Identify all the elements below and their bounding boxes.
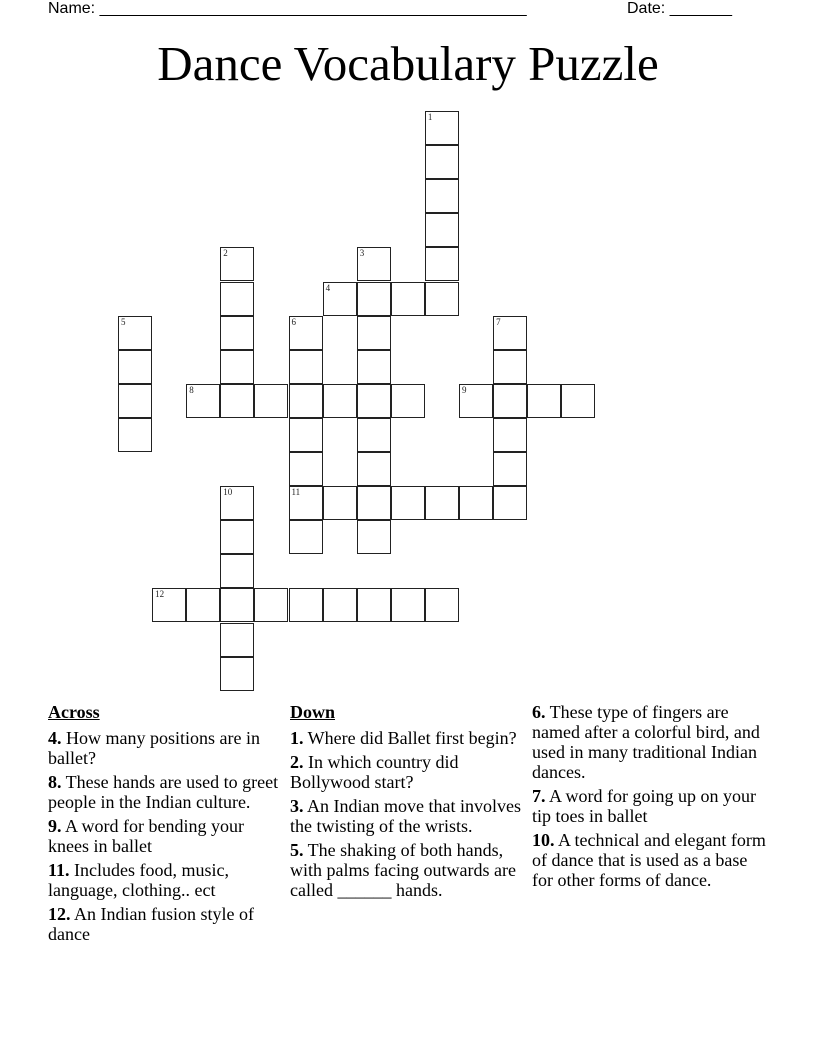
grid-cell[interactable] [289, 418, 323, 452]
clue-number: 11 [291, 487, 301, 498]
grid-cell[interactable] [220, 486, 254, 520]
grid-cell[interactable] [561, 384, 595, 418]
clue-item-text: The shaking of both hands, with palms facing outwards are called ______ hands. [290, 840, 516, 900]
down-clues-column-2 [532, 702, 768, 894]
clue-item-text: Includes food, music, language, clothing.. ect [48, 860, 229, 900]
clue-item [290, 796, 526, 836]
clue-number: 10 [223, 487, 233, 498]
grid-cell[interactable] [357, 520, 391, 554]
date-field[interactable]: Date: _______ [627, 0, 732, 17]
grid-cell[interactable] [186, 588, 220, 622]
grid-cell[interactable] [425, 179, 459, 213]
clue-item-text: An Indian move that involves the twisting of the wrists. [290, 796, 521, 836]
name-field[interactable]: Name: ________________________________________________ [48, 0, 527, 17]
grid-cell[interactable] [289, 350, 323, 384]
clue-item [290, 728, 526, 748]
grid-cell[interactable] [118, 350, 152, 384]
clue-number: 5 [121, 316, 126, 327]
grid-cell[interactable] [425, 486, 459, 520]
clue-item-number: 6. [532, 702, 546, 722]
grid-cell[interactable] [289, 520, 323, 554]
clue-number: 12 [155, 589, 165, 600]
grid-cell[interactable] [357, 282, 391, 316]
clue-item [48, 772, 284, 812]
across-heading: Across [48, 702, 100, 722]
grid-cell[interactable] [493, 350, 527, 384]
grid-cell[interactable] [357, 384, 391, 418]
grid-cell[interactable] [493, 486, 527, 520]
clue-item-text: A technical and elegant form of dance that is used as a base for other forms of dance. [532, 830, 766, 890]
clue-number: 6 [291, 316, 296, 327]
grid-cell[interactable] [220, 282, 254, 316]
grid-cell[interactable] [254, 588, 288, 622]
grid-cell[interactable] [220, 350, 254, 384]
clue-number: 9 [462, 384, 467, 395]
clue-item [48, 904, 284, 944]
clue-item-text: Where did Ballet first begin? [303, 728, 517, 748]
grid-cell[interactable] [220, 316, 254, 350]
grid-cell[interactable] [254, 384, 288, 418]
grid-cell[interactable] [357, 418, 391, 452]
clue-number: 2 [223, 248, 228, 259]
grid-cell[interactable] [220, 588, 254, 622]
grid-cell[interactable] [152, 588, 186, 622]
clue-item [290, 752, 526, 792]
clue-item [532, 702, 768, 782]
grid-cell[interactable] [357, 588, 391, 622]
clue-item [48, 816, 284, 856]
grid-cell[interactable] [493, 384, 527, 418]
grid-cell[interactable] [220, 384, 254, 418]
clue-item-text: How many positions are in ballet? [48, 728, 260, 768]
grid-cell[interactable] [425, 588, 459, 622]
across-clues [48, 702, 284, 948]
grid-cell[interactable] [220, 554, 254, 588]
clue-item-number: 2. [290, 752, 304, 772]
clue-item-text: A word for going up on your tip toes in ballet [532, 786, 756, 826]
grid-cell[interactable] [323, 282, 357, 316]
clue-number: 1 [427, 112, 433, 122]
grid-cell[interactable] [220, 623, 254, 657]
clue-item-number: 5. [290, 840, 304, 860]
grid-cell[interactable] [493, 316, 527, 350]
clue-item-number: 8. [48, 772, 62, 792]
clue-item-number: 11. [48, 860, 70, 880]
grid-cell[interactable] [459, 486, 493, 520]
grid-cell[interactable] [493, 452, 527, 486]
grid-cell[interactable] [391, 384, 425, 418]
clue-item-number: 12. [48, 904, 71, 924]
clue-item-text: In which country did Bollywood start? [290, 752, 459, 792]
clue-item-number: 7. [532, 786, 546, 806]
grid-cell[interactable] [357, 486, 391, 520]
grid-cell[interactable] [323, 588, 357, 622]
clue-item [290, 840, 526, 900]
clue-item-number: 4. [48, 728, 62, 748]
grid-cell[interactable] [357, 247, 391, 281]
clue-number: 4 [325, 282, 331, 293]
grid-cell[interactable] [493, 418, 527, 452]
grid-cell[interactable] [118, 384, 152, 418]
grid-cell[interactable] [425, 247, 459, 281]
clue-number: 7 [496, 316, 501, 327]
grid-cell[interactable] [425, 111, 459, 145]
clue-item-number: 10. [532, 830, 555, 850]
grid-cell[interactable] [391, 588, 425, 622]
grid-cell[interactable] [289, 486, 323, 520]
clue-item [532, 830, 768, 890]
grid-cell[interactable] [357, 316, 391, 350]
grid-cell[interactable] [425, 282, 459, 316]
clue-number: 8 [189, 384, 194, 395]
clue-item-number: 3. [290, 796, 304, 816]
grid-cell[interactable] [357, 452, 391, 486]
grid-cell[interactable] [118, 316, 152, 350]
clue-item [532, 786, 768, 826]
grid-cell[interactable] [459, 384, 493, 418]
clue-item-text: An Indian fusion style of dance [48, 904, 254, 944]
down-heading: Down [290, 702, 336, 722]
grid-cell[interactable] [391, 282, 425, 316]
grid-cell[interactable] [220, 520, 254, 554]
grid-cell[interactable] [357, 350, 391, 384]
grid-cell[interactable] [323, 384, 357, 418]
grid-cell[interactable] [289, 588, 323, 622]
clue-item-number: 9. [48, 816, 62, 836]
page-title: Dance Vocabulary Puzzle [157, 36, 659, 91]
grid-cell[interactable] [289, 384, 323, 418]
grid-cell[interactable] [425, 213, 459, 247]
clue-number: 3 [359, 248, 365, 259]
grid-cell[interactable] [425, 145, 459, 179]
grid-cell[interactable] [220, 657, 254, 691]
grid-cell[interactable] [289, 452, 323, 486]
grid-cell[interactable] [220, 247, 254, 281]
clue-item-text: A word for bending your knees in ballet [48, 816, 244, 856]
clue-item [48, 860, 284, 900]
grid-cell[interactable] [527, 384, 561, 418]
clue-item-text: These hands are used to greet people in the Indian culture. [48, 772, 279, 812]
grid-cell[interactable] [186, 384, 220, 418]
clue-item-text: These type of fingers are named after a colorful bird, and used in many traditional Indian dances. [532, 702, 760, 782]
grid-cell[interactable] [118, 418, 152, 452]
grid-cell[interactable] [323, 486, 357, 520]
clue-item [48, 728, 284, 768]
grid-cell[interactable] [391, 486, 425, 520]
down-clues-column-1 [290, 702, 526, 904]
grid-cell[interactable] [289, 316, 323, 350]
clue-item-number: 1. [290, 728, 304, 748]
